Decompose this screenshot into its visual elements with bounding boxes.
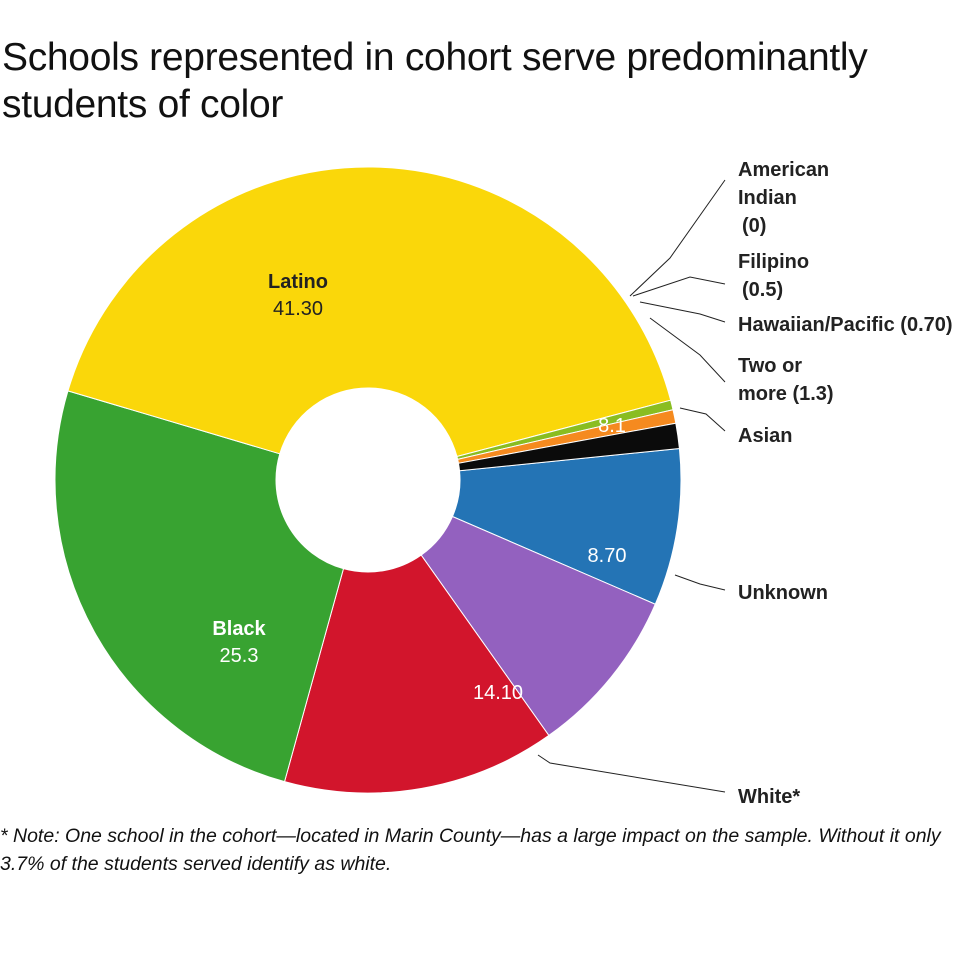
outside-label-filipino: Filipino (0.5)	[738, 251, 810, 301]
leader-line-white	[538, 755, 725, 792]
leader-line-asian	[680, 408, 725, 431]
leader-line-unknown	[675, 575, 725, 590]
slice-value-asian: 8.1	[598, 415, 626, 437]
chart-title: Schools represented in cohort serve predominantly students of color	[2, 36, 868, 126]
slice-black	[55, 391, 343, 782]
slice-value-black: 25.3	[219, 645, 259, 667]
slice-value-latino: 41.30	[272, 298, 324, 320]
chart-note: * Note: One school in the cohort—located in Marin County—has a large impact on the sample. Without it only 3.7% of the students served identify as white.	[0, 825, 941, 875]
outside-label-asian: Asian	[738, 425, 793, 447]
leader-line-american-indian	[630, 180, 725, 296]
slice-value-unknown: 8.70	[587, 545, 627, 567]
outside-label-american-indian: American Indian (0)	[738, 159, 830, 237]
outside-label-two-or-more: Two or more (1.3)	[738, 355, 834, 405]
leader-line-hawaiian-pacific	[640, 302, 725, 322]
outside-label-white: White*	[738, 786, 801, 808]
slices-group	[55, 167, 681, 793]
slice-value-white: 14.10	[472, 682, 524, 704]
outside-label-hawaiian-pacific: Hawaiian/Pacific (0.70)	[738, 314, 953, 336]
slice-label-black: Black	[212, 618, 266, 640]
slice-latino	[68, 167, 671, 457]
outside-label-unknown: Unknown	[738, 582, 828, 604]
slice-label-latino: Latino	[268, 271, 328, 293]
